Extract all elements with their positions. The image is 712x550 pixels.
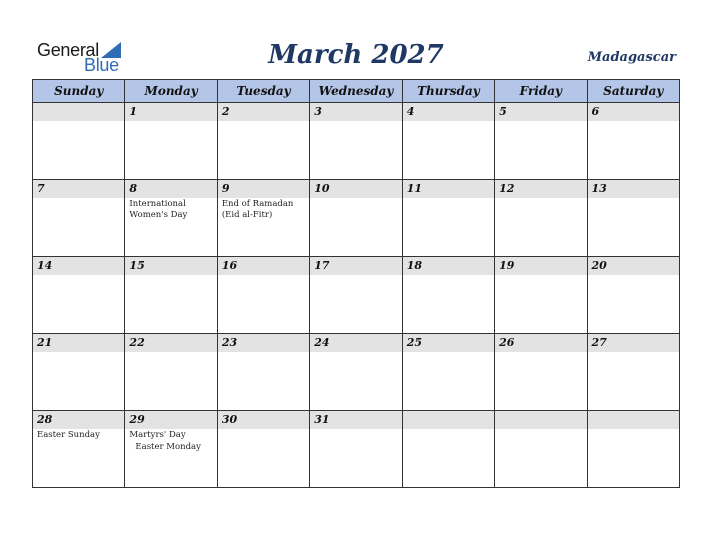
day-header-bar [495, 257, 586, 275]
day-header-bar [310, 411, 401, 429]
day-cell [125, 411, 217, 488]
day-cell [402, 257, 494, 334]
day-number: 1 [129, 105, 138, 118]
day-header-bar [495, 334, 586, 352]
day-number: 24 [314, 336, 330, 349]
day-number: 27 [591, 336, 607, 349]
day-header-bar [218, 103, 309, 121]
day-cell [495, 257, 587, 334]
day-cell [217, 180, 309, 257]
day-number: 30 [221, 413, 238, 426]
weekday-header-row [33, 80, 680, 103]
day-number: 26 [499, 336, 515, 349]
day-header-bar [218, 180, 309, 198]
day-number: 17 [314, 259, 330, 272]
weekday-header: Thursday [402, 80, 494, 103]
day-number: 5 [499, 105, 507, 118]
day-cell [33, 180, 125, 257]
day-number: 14 [37, 259, 53, 272]
day-cell [125, 103, 217, 180]
day-cell [495, 411, 587, 488]
day-header-bar [310, 334, 401, 352]
weekday-header: Wednesday [310, 80, 402, 103]
day-number: 10 [314, 182, 330, 195]
day-header-bar [403, 257, 494, 275]
day-number: 31 [314, 413, 330, 426]
day-cell [33, 103, 125, 180]
week-row [33, 411, 680, 488]
day-number: 9 [221, 182, 230, 195]
day-cell [125, 257, 217, 334]
holiday-label: International Women's Day [129, 199, 188, 220]
day-number: 4 [406, 105, 415, 118]
day-cell [310, 103, 402, 180]
weekday-header: Saturday [587, 80, 679, 103]
day-header-bar [588, 103, 679, 121]
day-number: 21 [37, 336, 53, 349]
day-cell [310, 257, 402, 334]
day-number: 11 [406, 182, 422, 195]
day-header-bar [403, 103, 494, 121]
day-cell [33, 257, 125, 334]
week-row [33, 180, 680, 257]
day-cell [33, 334, 125, 411]
day-cell [310, 180, 402, 257]
logo-text-general: General [37, 40, 99, 60]
day-cell [217, 411, 309, 488]
day-number: 23 [221, 336, 238, 349]
weekday-header: Tuesday [217, 80, 309, 103]
day-header-bar [125, 257, 216, 275]
country-label: Madagascar [587, 50, 676, 65]
day-header-bar [125, 103, 216, 121]
day-header-bar [588, 334, 679, 352]
day-number: 8 [129, 182, 138, 195]
day-cell [495, 180, 587, 257]
day-header-bar [310, 180, 401, 198]
weekday-header: Sunday [33, 80, 125, 103]
day-header-bar [33, 257, 124, 275]
week-row [33, 103, 680, 180]
calendar-title: March 2027 [268, 40, 444, 70]
day-cell [33, 411, 125, 488]
day-number: 25 [406, 336, 422, 349]
day-cell [587, 103, 679, 180]
day-header-bar [218, 334, 309, 352]
week-row [33, 257, 680, 334]
day-cell [587, 257, 679, 334]
day-header-bar [125, 411, 216, 429]
day-header-bar [125, 180, 216, 198]
day-number: 3 [314, 105, 322, 118]
day-header-bar [495, 103, 586, 121]
day-number: 15 [129, 259, 145, 272]
day-cell [402, 180, 494, 257]
logo-text-blue: Blue [84, 55, 119, 75]
day-number: 28 [37, 413, 53, 426]
day-cell [310, 411, 402, 488]
day-header-bar [588, 180, 679, 198]
day-header-bar [125, 334, 216, 352]
day-header-bar [33, 334, 124, 352]
day-header-bar [495, 411, 586, 429]
day-header-bar [218, 411, 309, 429]
day-header-bar [310, 103, 401, 121]
day-header-bar [33, 103, 124, 121]
day-header-bar [403, 411, 494, 429]
day-cell [125, 334, 217, 411]
day-cell [587, 334, 679, 411]
holiday-label: Martyrs' Day [129, 430, 186, 440]
day-number: 12 [499, 182, 515, 195]
day-cell [402, 411, 494, 488]
day-cell [402, 334, 494, 411]
day-header-bar [310, 257, 401, 275]
holiday-label: Easter Monday [135, 442, 201, 452]
day-number: 22 [129, 336, 145, 349]
day-number: 7 [37, 182, 45, 195]
day-number: 19 [499, 259, 515, 272]
day-number: 20 [591, 259, 607, 272]
day-cell [587, 411, 679, 488]
day-header-bar [33, 411, 124, 429]
day-number: 29 [129, 413, 145, 426]
week-row [33, 334, 680, 411]
day-cell [495, 103, 587, 180]
day-cell [217, 103, 309, 180]
day-cell [125, 180, 217, 257]
day-cell [587, 180, 679, 257]
day-header-bar [218, 257, 309, 275]
day-number: 2 [221, 105, 230, 118]
day-cell [495, 334, 587, 411]
weekday-header: Friday [495, 80, 587, 103]
day-header-bar [495, 180, 586, 198]
day-header-bar [588, 411, 679, 429]
day-number: 18 [406, 259, 422, 272]
calendar-grid [32, 79, 680, 488]
day-header-bar [403, 180, 494, 198]
day-header-bar [588, 257, 679, 275]
day-number: 6 [591, 105, 600, 118]
day-cell [310, 334, 402, 411]
holiday-label: End of Ramadan (Eid al-Fitr) [221, 199, 294, 220]
weekday-header: Monday [125, 80, 217, 103]
day-number: 16 [221, 259, 238, 272]
day-number: 13 [591, 182, 607, 195]
day-header-bar [403, 334, 494, 352]
day-header-bar [33, 180, 124, 198]
day-cell [217, 334, 309, 411]
day-cell [217, 257, 309, 334]
holiday-label: Easter Sunday [37, 430, 100, 440]
day-cell [402, 103, 494, 180]
